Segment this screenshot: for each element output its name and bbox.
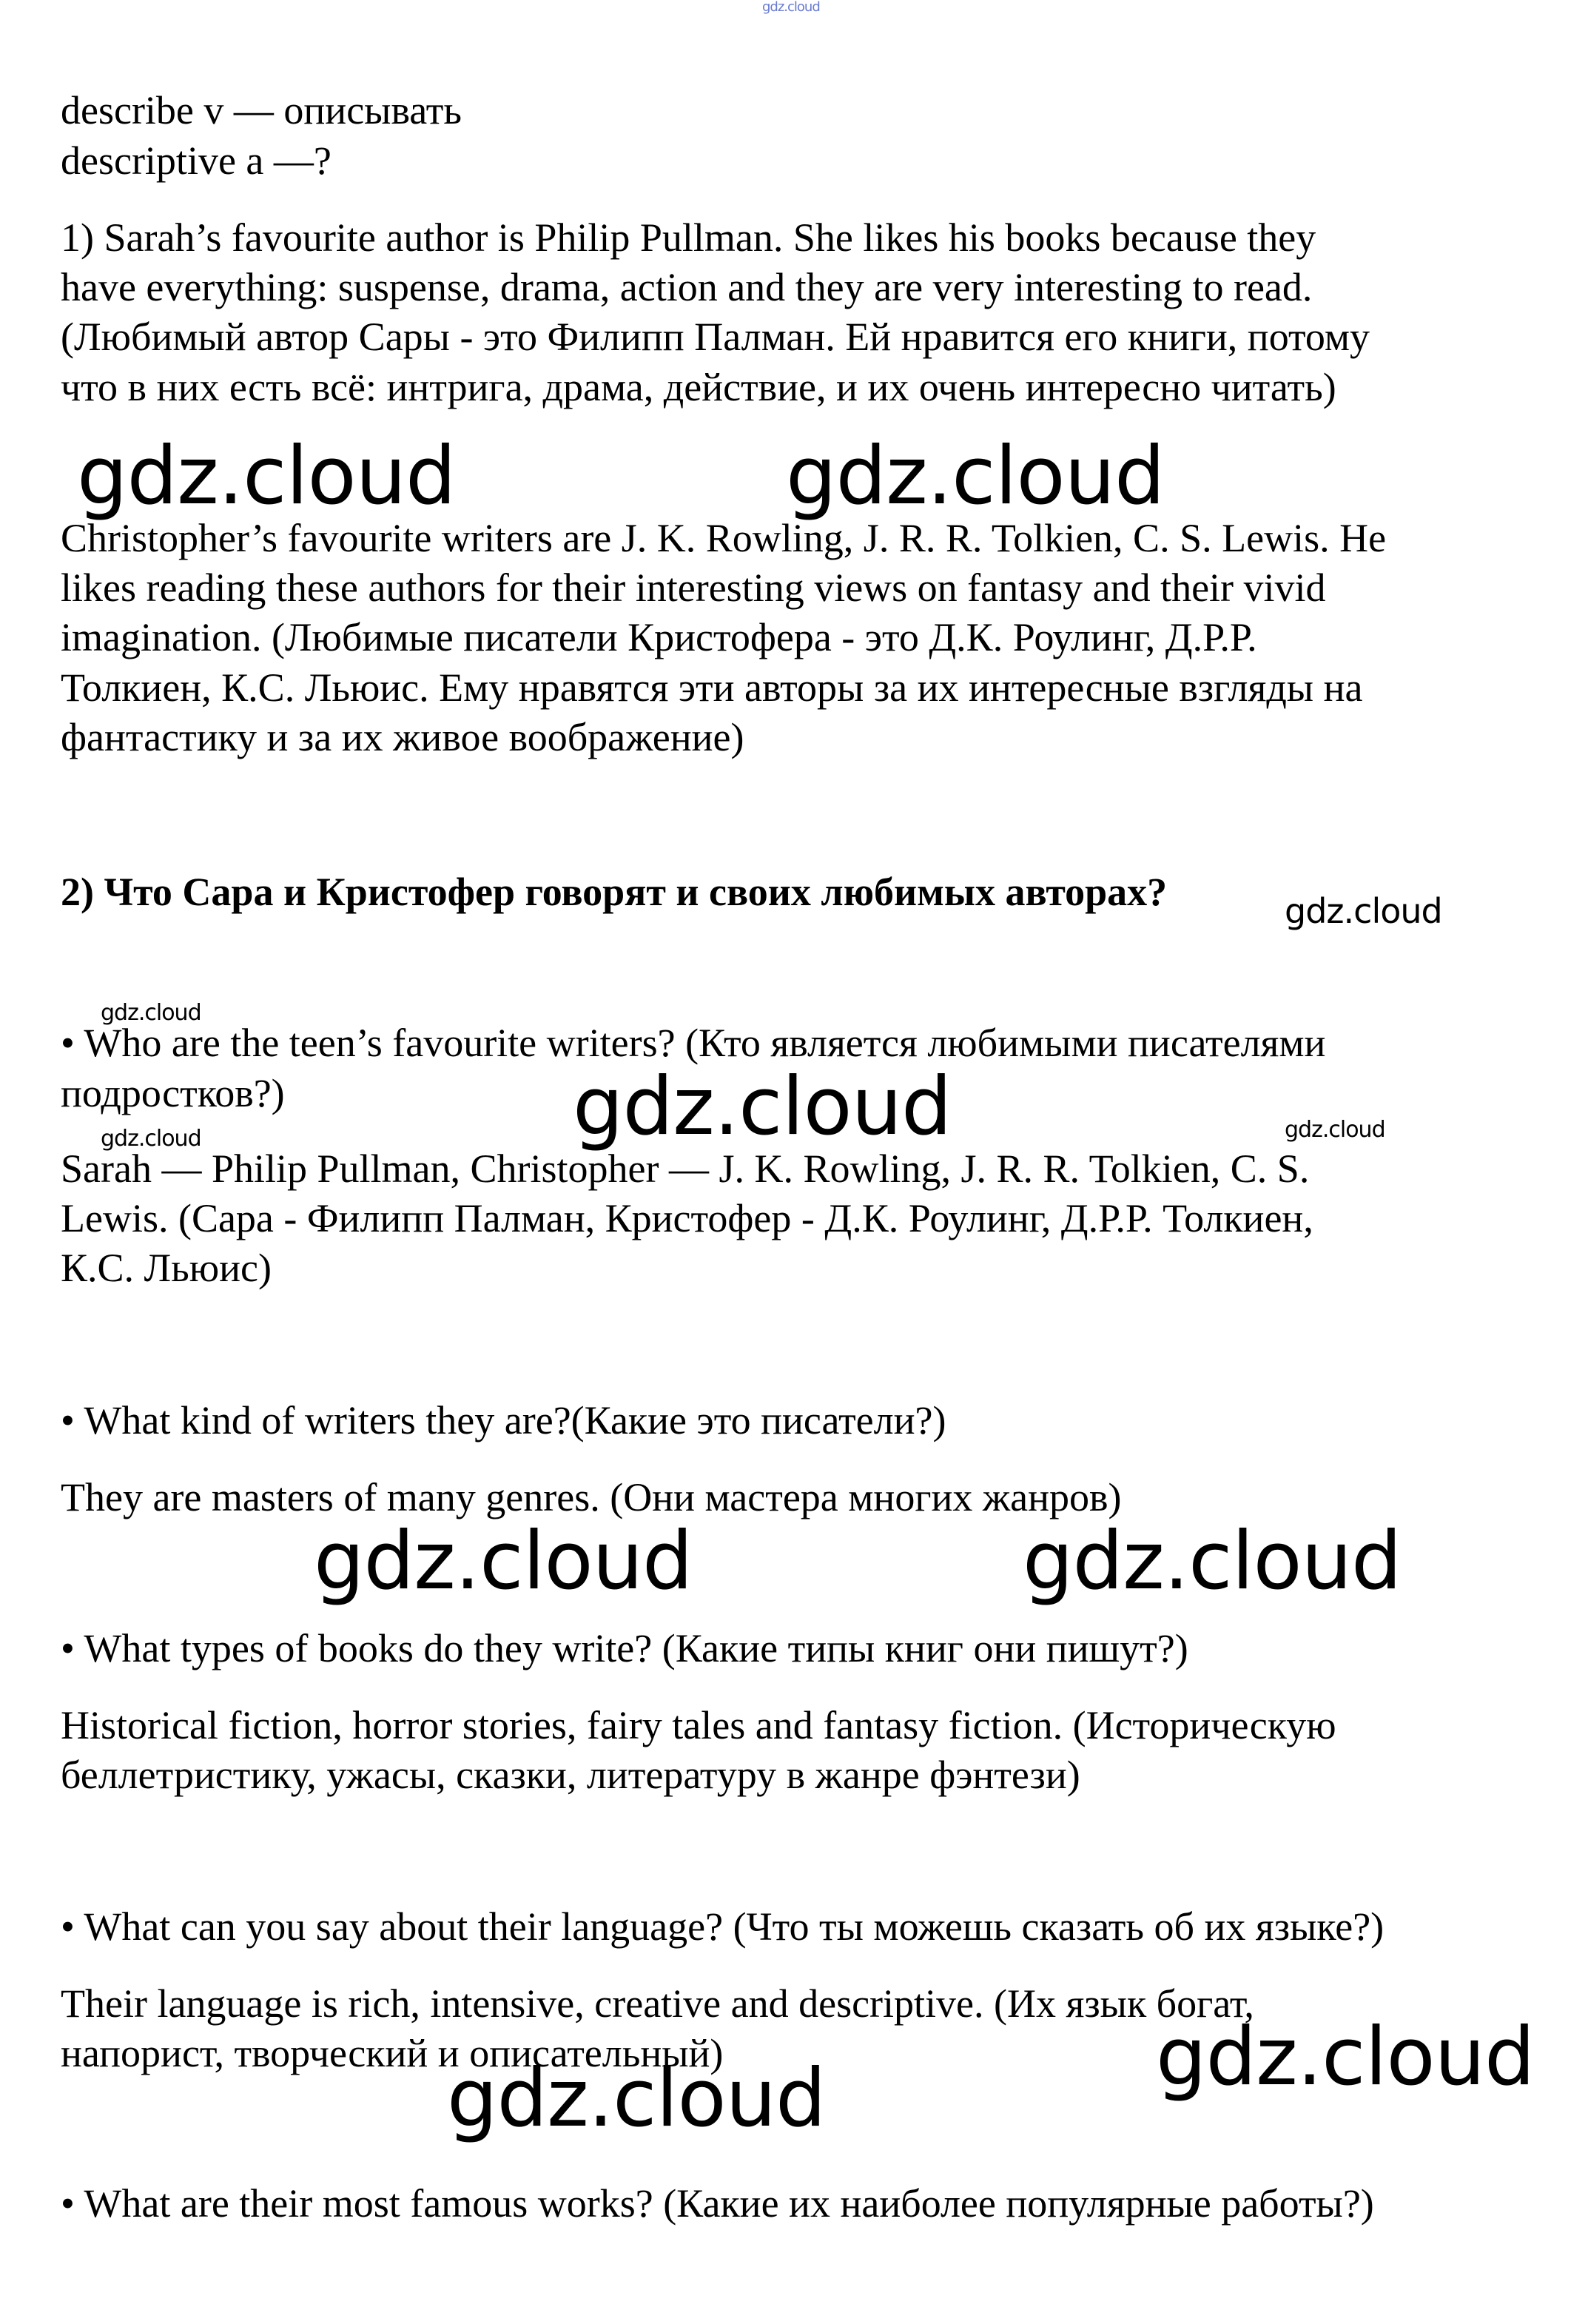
para1-line-4: что в них есть всё: интрига, драма, действие, и их очень интересно читать) bbox=[61, 365, 1336, 409]
section2-heading: 2) Что Сара и Кристофер говорят и своих любимых авторах? bbox=[61, 870, 1168, 914]
answer-3-line-1: Historical fiction, horror stories, fairy tales and fantasy fiction. (Историческую bbox=[61, 1703, 1336, 1747]
para1-line-1: 1) Sarah’s favourite author is Philip Pullman. She likes his books because they bbox=[61, 215, 1316, 260]
question-3: • What types of books do they write? (Какие типы книг они пишут?) bbox=[61, 1626, 1188, 1670]
answer-4-line-1: Their language is rich, intensive, creative and descriptive. (Их язык богат, bbox=[61, 1981, 1254, 2026]
watermark: gdz.cloud bbox=[101, 1000, 201, 1026]
answer-3-line-2: беллетристику, ужасы, сказки, литературу в жанре фэнтези) bbox=[61, 1753, 1080, 1797]
para1-line-3: (Любимый автор Сары - это Филипп Палман. Ей нравится его книги, потому bbox=[61, 315, 1370, 359]
para2-line-3: imagination. (Любимые писатели Кристофера - это Д.К. Роулинг, Д.Р.Р. bbox=[61, 615, 1257, 659]
para2-line-4: Толкиен, К.С. Льюис. Ему нравятся эти авторы за их интересные взгляды на bbox=[61, 665, 1363, 710]
answer-4-line-2: напорист, творческий и описательный) bbox=[61, 2031, 724, 2075]
answer-1-line-3: К.С. Льюис) bbox=[61, 1246, 272, 1290]
question-5: • What are their most famous works? (Какие их наиболее популярные работы?) bbox=[61, 2181, 1374, 2226]
question-1-line-2: подростков?) bbox=[61, 1071, 285, 1115]
watermark: gdz.cloud bbox=[314, 1515, 693, 1608]
answer-1-line-2: Lewis. (Сара - Филипп Палман, Кристофер - Д.К. Роулинг, Д.Р.Р. Толкиен, bbox=[61, 1196, 1313, 1240]
answer-2: They are masters of many genres. (Они мастера многих жанров) bbox=[61, 1475, 1122, 1519]
watermark: gdz.cloud bbox=[1285, 1117, 1385, 1143]
question-2: • What kind of writers they are?(Какие это писатели?) bbox=[61, 1398, 946, 1443]
question-4: • What can you say about their language? (Что ты можешь сказать об их языке?) bbox=[61, 1904, 1385, 1949]
answer-1-line-1: Sarah — Philip Pullman, Christopher — J. K. Rowling, J. R. R. Tolkien, C. S. bbox=[61, 1146, 1310, 1191]
watermark: gdz.cloud bbox=[1156, 2011, 1535, 2103]
question-1-line-1: • Who are the teen’s favourite writers? (Кто является любимыми писателями bbox=[61, 1021, 1326, 1065]
vocab-line-2: descriptive a —? bbox=[61, 138, 332, 183]
para2-line-5: фантастику и за их живое воображение) bbox=[61, 715, 744, 759]
watermark: gdz.cloud bbox=[786, 430, 1165, 523]
watermark: gdz.cloud bbox=[101, 1126, 201, 1152]
para1-line-2: have everything: suspense, drama, action and they are very interesting to read. bbox=[61, 265, 1313, 309]
watermark: gdz.cloud bbox=[1285, 891, 1442, 931]
para2-line-2: likes reading these authors for their interesting views on fantasy and their vivid bbox=[61, 565, 1326, 610]
para2-line-1: Christopher’s favourite writers are J. K. Rowling, J. R. R. Tolkien, C. S. Lewis. He bbox=[61, 516, 1387, 560]
watermark: gdz.cloud bbox=[1023, 1515, 1402, 1608]
watermark-top: gdz.cloud bbox=[762, 0, 820, 15]
watermark: gdz.cloud bbox=[447, 2052, 826, 2145]
watermark: gdz.cloud bbox=[77, 430, 456, 523]
vocab-line-1: describe v — описывать bbox=[61, 88, 462, 132]
watermark: gdz.cloud bbox=[573, 1061, 952, 1153]
